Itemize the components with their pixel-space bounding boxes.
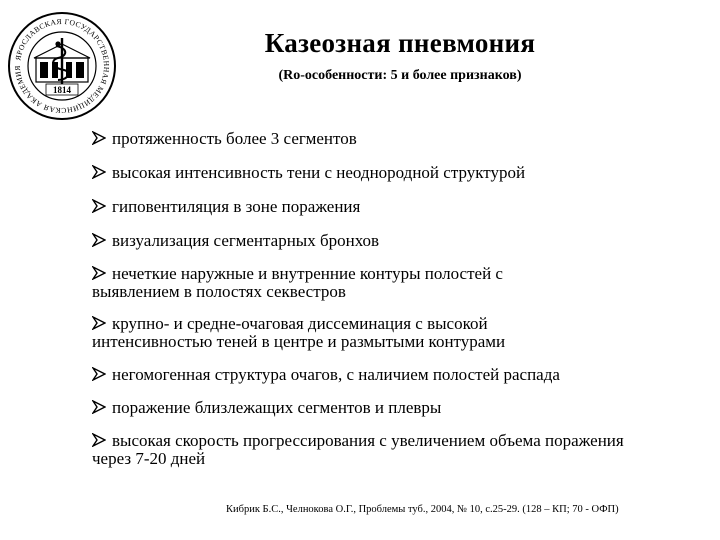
slide-subtitle: (Ro-особенности: 5 и более признаков) [278, 68, 522, 83]
seal-year: 1814 [53, 85, 71, 95]
list-item-text: протяженность более 3 сегментов [112, 129, 357, 148]
arrow-bullet-icon [92, 233, 106, 247]
arrow-bullet-icon [92, 266, 106, 280]
list-item [92, 432, 632, 468]
list-item [92, 315, 572, 351]
arrow-bullet-icon [92, 367, 106, 381]
arrow-bullet-icon [92, 131, 106, 145]
list-item [92, 399, 652, 417]
list-item [92, 366, 652, 384]
arrow-bullet-icon [92, 316, 106, 330]
criteria-list [92, 126, 652, 468]
list-item [92, 198, 652, 216]
list-item-text: негомогенная структура очагов, с наличием полостей распада [112, 365, 560, 384]
list-item-text: нечеткие наружные и внутренние контуры полостей с выявлением в полостях секвестров [92, 264, 503, 301]
arrow-bullet-icon [92, 433, 106, 447]
list-item-text: высокая интенсивность тени с неоднородной структурой [112, 163, 526, 182]
list-item-text: высокая скорость прогрессирования с увеличением объема поражения через 7-20 дней [92, 431, 624, 468]
list-item [92, 130, 652, 148]
source-citation: Кибрик Б.С., Челнокова О.Г., Проблемы туб., 2004, № 10, с.25-29. (128 – КП; 70 - ОФП) [226, 504, 619, 515]
list-item [92, 164, 652, 182]
university-seal-logo [6, 10, 118, 122]
arrow-bullet-icon [92, 199, 106, 213]
list-item [92, 232, 652, 250]
slide-title: Казеозная пневмония [264, 28, 536, 58]
arrow-bullet-icon [92, 400, 106, 414]
list-item-text: поражение близлежащих сегментов и плевры [112, 398, 442, 417]
arrow-bullet-icon [92, 165, 106, 179]
list-item-text: крупно- и средне-очаговая диссеминация с высокой интенсивностью теней в центре и размытыми контурами [92, 314, 506, 351]
list-item-text: визуализация сегментарных бронхов [112, 231, 380, 250]
list-item [92, 265, 592, 301]
seal-ring-text: ЯРОСЛАВСКАЯ ГОСУДАРСТВЕННАЯ МЕДИЦИНСКАЯ АКАДЕМИЯ [12, 16, 112, 116]
list-item-text: гиповентиляция в зоне поражения [112, 197, 361, 216]
